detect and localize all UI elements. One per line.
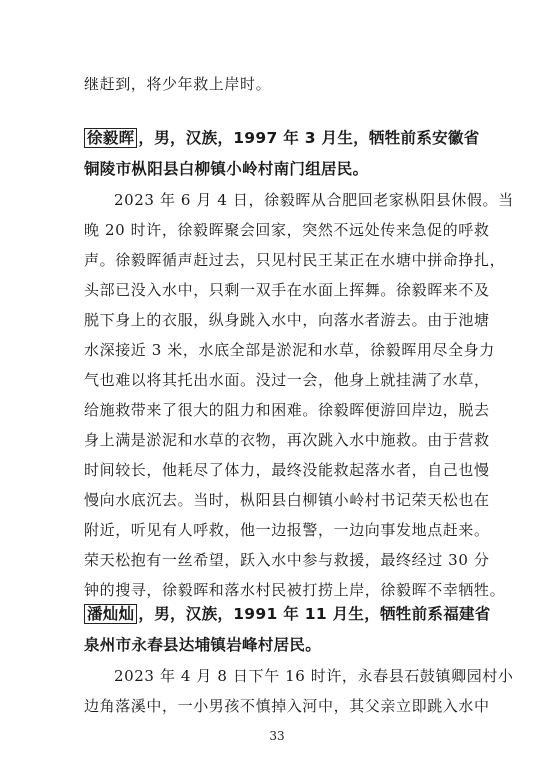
text-line: 给施救带来了很大的阻力和困难。徐毅晖便游回岸边，脱去: [84, 401, 490, 419]
heading-line-1: [84, 599, 491, 630]
text-line: 钟的搜寻，徐毅晖和落水村民被打捞上岸，徐毅晖不幸牺牲。: [84, 581, 506, 599]
heading-line-2: 铜陵市枞阳县白柳镇小岭村南门组居民。: [84, 160, 369, 178]
text-line: 水深接近 3 米，水底全部是淤泥和水草，徐毅晖用尽全身力: [84, 341, 495, 359]
text-line: 头部已没入水中，只剩一双手在水面上挥舞。徐毅晖来不及: [84, 281, 490, 299]
text-line: 时间较长，他耗尽了体力，最终没能救起落水者，自己也慢: [84, 461, 490, 479]
text-line: 2023 年 6 月 4 日，徐毅晖从合肥回老家枞阳县休假。当: [114, 191, 514, 209]
entry-name-boxed: 徐毅晖: [84, 128, 137, 148]
intro-paragraph-tail: [84, 69, 474, 99]
text-line: 声。徐毅晖循声赶过去，只见村民王某正在水塘中拼命挣扎，: [84, 251, 506, 269]
text-line: 2023 年 4 月 8 日下午 16 时许，永春县石鼓镇卿园村小: [114, 667, 514, 685]
heading-text: ，男，汉族，1997 年 3 月生，牺牲前系安徽省: [138, 129, 480, 147]
heading-text: ，男，汉族，1991 年 11 月生，牺牲前系福建省: [138, 605, 491, 623]
text-line: 身上满是淤泥和水草的衣物，再次跳入水中施救。由于营救: [84, 431, 490, 449]
entry-heading-pan-cancan: [84, 599, 491, 661]
heading-line-2: 泉州市永春县达埔镇岩峰村居民。: [84, 636, 322, 654]
text-line: 附近，听见有人呼救，他一边报警，一边向事发地点赶来。: [84, 521, 490, 539]
page-number: 33: [269, 729, 285, 743]
entry-name-boxed: 潘灿灿: [84, 604, 137, 624]
text-line: 荣天松抱有一丝希望，跃入水中参与救援，最终经过 30 分: [84, 551, 490, 569]
entry-heading-xu-yihui: [84, 123, 479, 185]
entry-body-xu-yihui: [84, 185, 514, 605]
entry-body-pan-cancan: [84, 661, 514, 721]
text-line: 晚 20 时许，徐毅晖聚会回家，突然不远处传来急促的呼救: [84, 221, 490, 239]
text-line: 慢向水底沉去。当时，枞阳县白柳镇小岭村书记荣天松也在: [84, 491, 490, 509]
text-line: 继赶到，将少年救上岸时。: [84, 75, 272, 93]
heading-line-1: [84, 123, 479, 154]
text-line: 边角落溪中，一小男孩不慎掉入河中，其父亲立即跳入水中: [84, 697, 490, 715]
text-line: 脱下身上的衣服，纵身跳入水中，向落水者游去。由于池塘: [84, 311, 490, 329]
text-line: 气也难以将其托出水面。没过一会，他身上就挂满了水草，: [84, 371, 490, 389]
